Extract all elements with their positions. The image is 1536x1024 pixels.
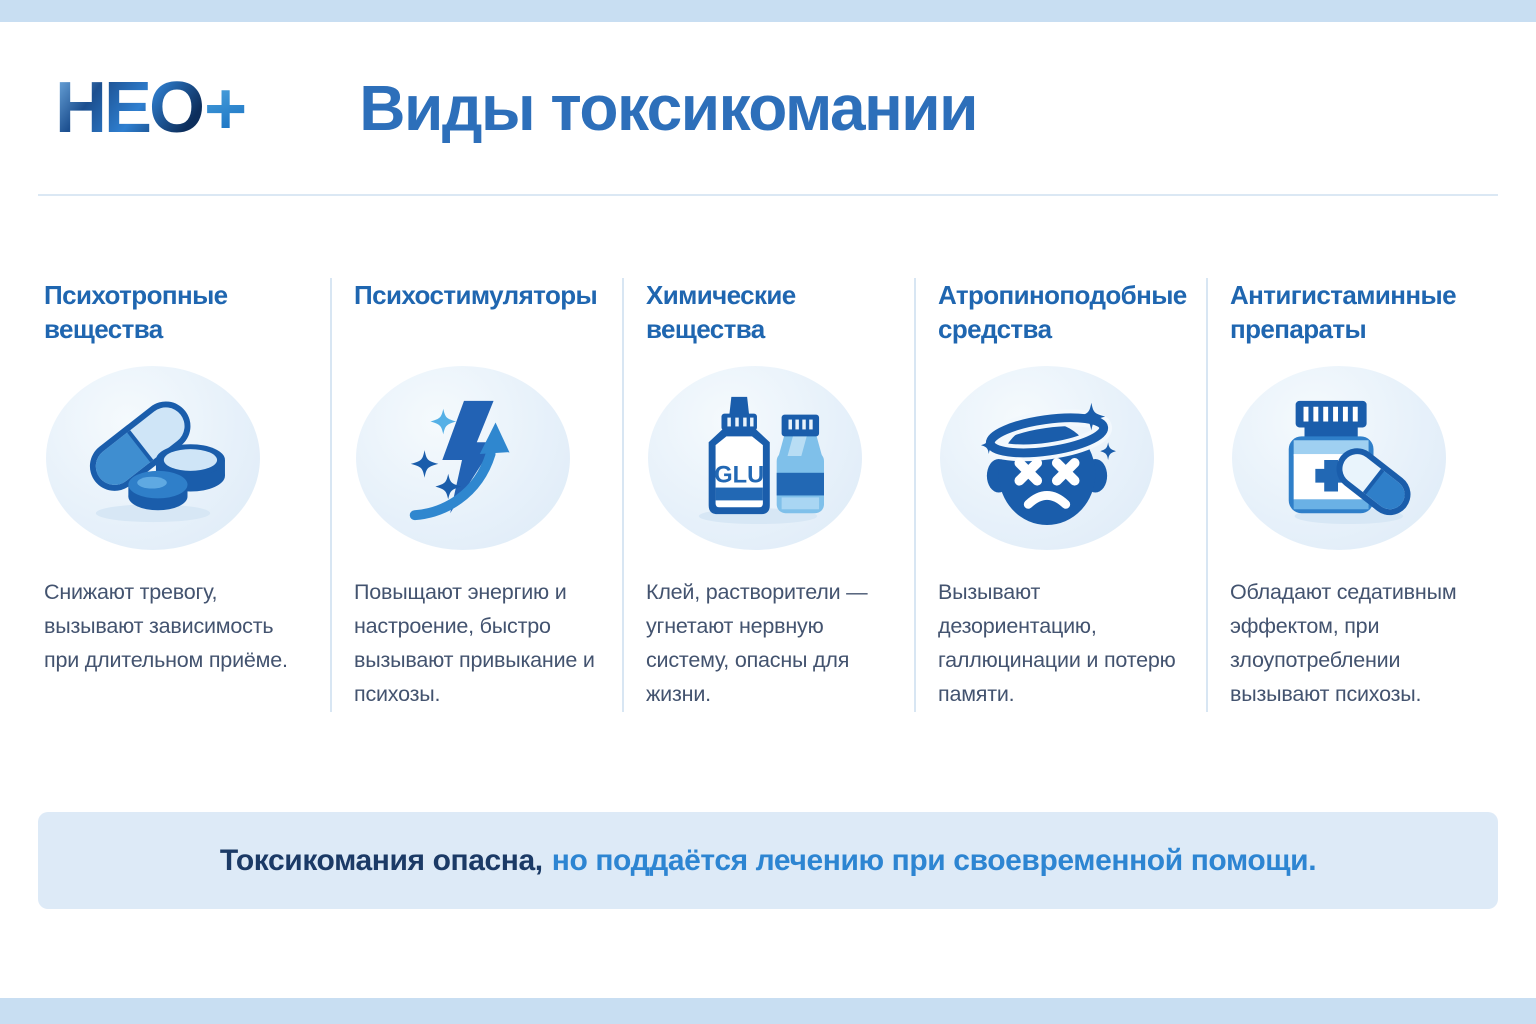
icon-ellipse: [940, 366, 1154, 550]
logo-plus-icon: +: [204, 66, 248, 150]
column-description: Вызывают дезориентацию, галлюцинации и потерю памяти.: [938, 580, 1176, 706]
page-title: Виды токсикомании: [359, 72, 977, 144]
column-description: Снижают тревогу, вызывают зависимость при длительном приёме.: [44, 580, 288, 672]
glue-solvent-icon: [679, 389, 831, 527]
glue-label: GLU: [714, 462, 765, 489]
banner-text-light: но поддаётся лечению при своевременной помощи.: [551, 843, 1317, 877]
bottom-banner: [38, 812, 1498, 909]
column-title: Антигистаминные препараты: [1230, 280, 1456, 345]
logo-text: НЕО: [55, 68, 203, 148]
column-title: Атропиноподобные средства: [938, 280, 1187, 345]
column-title: Психостимуляторы: [354, 280, 598, 310]
column-atropine-like: [914, 278, 1206, 712]
column-chemicals: [622, 278, 914, 712]
banner-text-dark: Токсикомания опасна,: [219, 843, 543, 877]
column-title: Химические вещества: [646, 280, 796, 345]
header: [0, 22, 1536, 194]
column-psychostimulants: [330, 278, 622, 712]
icon-ellipse: [648, 366, 862, 550]
pill-bottle-capsule-icon: [1263, 389, 1415, 527]
neo-plus-logo: [55, 66, 247, 151]
top-border-strip: [0, 0, 1536, 22]
icon-ellipse: [1232, 366, 1446, 550]
energy-lightning-icon: [387, 389, 539, 527]
pills-icon: [77, 389, 229, 527]
column-antihistamines: [1206, 278, 1498, 712]
column-description: Повыщают энергию и настроение, быстро вызывают привыкание и психозы.: [354, 580, 595, 706]
column-title: Психотропные вещества: [44, 280, 228, 345]
column-description: Обладают седативным эффектом, при злоупотреблении вызывают психозы.: [1230, 580, 1457, 706]
dizzy-face-icon: [971, 389, 1123, 527]
bottom-border-strip: [0, 998, 1536, 1024]
columns-section: [38, 278, 1498, 712]
column-description: Клей, растворители — угнетают нервную систему, опасны для жизни.: [646, 580, 868, 706]
icon-ellipse: [46, 366, 260, 550]
header-divider: [38, 194, 1498, 196]
column-psychotropic: [38, 278, 330, 712]
icon-ellipse: [356, 366, 570, 550]
